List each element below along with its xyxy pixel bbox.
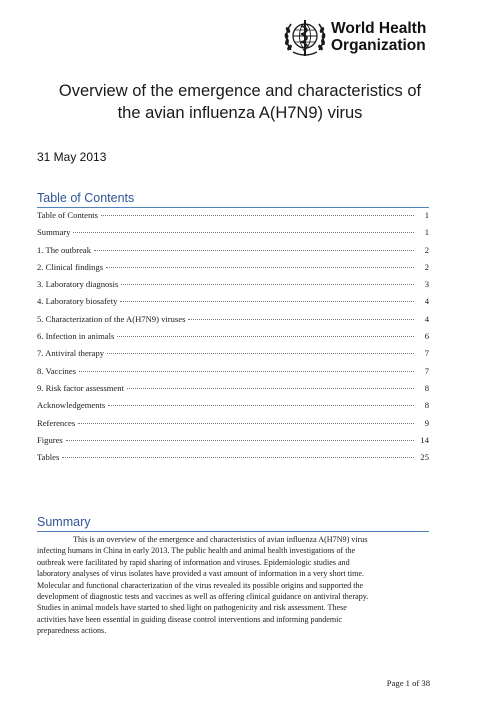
summary-line: Studies in animal models have started to shed light on pathogenicity and risk assessment. These: [37, 603, 347, 613]
toc-item-page: 4: [424, 313, 429, 324]
toc-item-label: References: [37, 417, 76, 428]
toc-item-label: 3. Laboratory diagnosis: [37, 279, 119, 290]
summary-line: Molecular and functional characterization of the virus revealed its possible origins and supported the: [37, 580, 364, 590]
toc-item-page: 7: [424, 348, 429, 359]
toc-item-page: 2: [424, 244, 429, 255]
toc-leader-dots: [73, 232, 414, 233]
toc-item-label: Acknowledgements: [37, 400, 106, 411]
toc-leader-dots: [120, 301, 414, 302]
toc-item-label: Table of Contents: [37, 210, 98, 220]
toc-leader-dots: [66, 440, 414, 441]
toc-leader-dots: [107, 353, 414, 354]
toc-item-page: 2: [424, 261, 429, 272]
summary-line: infecting humans in China in early 2013. The public health and animal health investigations of the: [37, 546, 356, 556]
toc-item-page: 6: [424, 331, 429, 342]
toc-item-label: 4. Laboratory biosafety: [37, 296, 118, 307]
toc-item[interactable]: [37, 452, 429, 469]
summary-line: This is an overview of the emergence and characteristics of avian influenza A(H7N9) virus: [73, 535, 368, 544]
toc-item-label: 9. Risk factor assessment: [37, 382, 124, 393]
toc-leader-dots: [94, 250, 414, 251]
title-line2: the avian influenza A(H7N9) virus: [117, 104, 363, 122]
toc-item-label: 1. The outbreak: [37, 244, 92, 255]
summary-line: development of diagnostic tests and vaccines as well as offering clinical guidance on antiviral therapy.: [37, 592, 369, 602]
toc-item[interactable]: [37, 400, 429, 417]
summary-paragraph: [37, 534, 430, 637]
toc-item[interactable]: [37, 227, 429, 244]
toc-leader-dots: [78, 423, 414, 424]
toc-item[interactable]: [37, 279, 429, 296]
toc-leader-dots: [106, 267, 414, 268]
toc-item-page: 4: [424, 296, 429, 307]
toc-item-label: 8. Vaccines: [37, 365, 76, 376]
toc-item[interactable]: [37, 331, 429, 348]
toc-item[interactable]: [37, 348, 429, 365]
org-name-line2: Organization: [331, 37, 426, 54]
toc-item-page: 3: [424, 279, 429, 290]
toc-item-page: 8: [424, 382, 429, 393]
toc-item[interactable]: [37, 418, 429, 435]
summary-heading: Summary: [37, 515, 429, 532]
toc-leader-dots: [62, 457, 414, 458]
toc-item-page: 14: [420, 434, 429, 445]
toc-item-label: 7. Antiviral therapy: [37, 348, 105, 359]
toc-item-page: 1: [424, 227, 429, 238]
toc-item-label: 2. Clinical findings: [37, 261, 104, 272]
toc-item-page: 9: [424, 417, 429, 428]
toc-item-page: 7: [424, 365, 429, 376]
toc-leader-dots: [101, 215, 414, 216]
toc-item-label: 5. Characterization of the A(H7N9) viruses: [37, 313, 186, 324]
title-line1: Overview of the emergence and characteristics of: [58, 82, 422, 100]
page-number: Page 1 of 38: [386, 678, 430, 688]
summary-line: outbreak were facilitated by rapid sharing of information and viruses. Epidemiologic studies and: [37, 557, 350, 567]
who-emblem-icon: [281, 14, 329, 62]
toc-item-page: 1: [424, 210, 429, 220]
summary-line: preparedness actions.: [37, 626, 107, 636]
toc-item[interactable]: [37, 262, 429, 279]
org-name: [331, 20, 426, 54]
summary-line: laboratory analyses of virus isolates have provided a vast amount of information in a very short time.: [37, 569, 365, 579]
toc-leader-dots: [121, 284, 414, 285]
document-title: [20, 80, 460, 124]
toc-item[interactable]: [37, 245, 429, 262]
toc-item[interactable]: [37, 383, 429, 400]
org-name-line1: World Health: [331, 20, 427, 37]
toc-item-label: Tables: [37, 452, 60, 463]
toc-item[interactable]: [37, 314, 429, 331]
toc-item-label: 6. Infection in animals: [37, 331, 115, 342]
toc-leader-dots: [79, 371, 414, 372]
summary-line: activities have been essential in guiding disease control interventions and informing pandemic: [37, 614, 343, 624]
toc-item-page: 25: [420, 452, 429, 463]
toc-item[interactable]: [37, 435, 429, 452]
table-of-contents: [37, 210, 429, 469]
toc-leader-dots: [117, 336, 414, 337]
toc-item-page: 8: [424, 400, 429, 411]
who-logo: [281, 14, 441, 64]
toc-item-label: Summary: [37, 227, 71, 238]
toc-item-label: Figures: [37, 434, 63, 445]
toc-heading: Table of Contents: [37, 191, 429, 208]
toc-leader-dots: [108, 405, 414, 406]
document-date: 31 May 2013: [37, 150, 107, 164]
toc-item[interactable]: [37, 210, 429, 227]
toc-leader-dots: [127, 388, 414, 389]
toc-leader-dots: [188, 319, 414, 320]
toc-item[interactable]: [37, 296, 429, 313]
toc-item[interactable]: [37, 366, 429, 383]
